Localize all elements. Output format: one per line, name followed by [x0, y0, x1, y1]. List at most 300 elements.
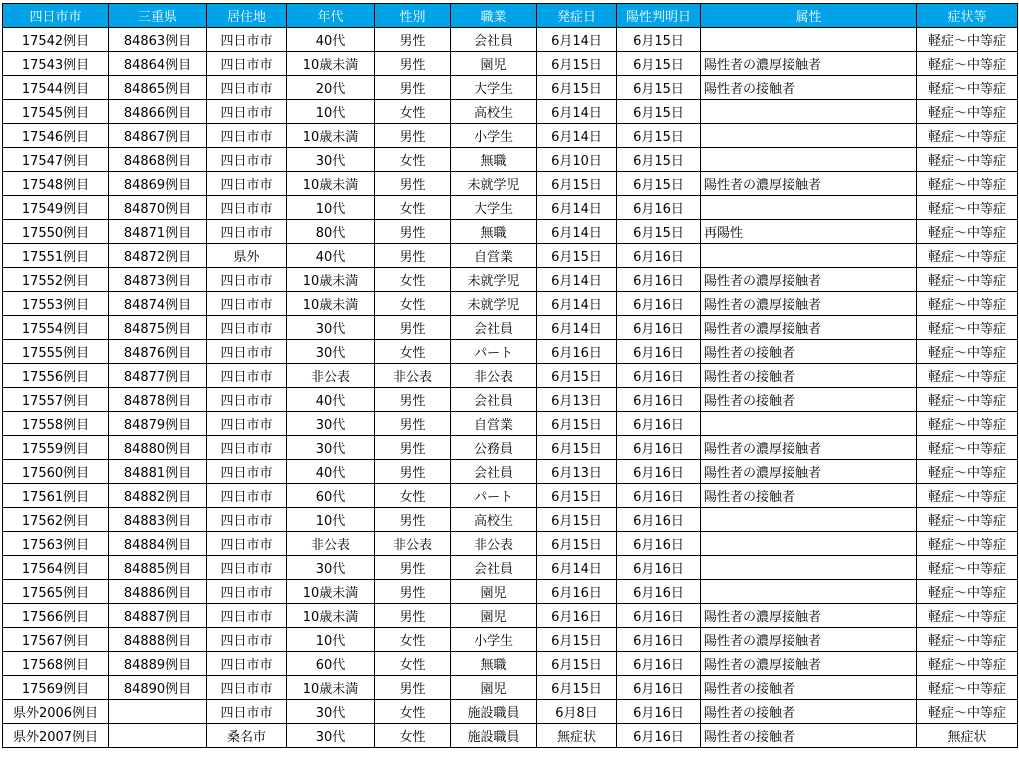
- cell-onset-date: 6月14日: [537, 292, 617, 316]
- cell-sex: 女性: [375, 724, 451, 748]
- cell-yokkaichi-case: 17563例目: [3, 532, 109, 556]
- cell-attribute: [701, 100, 917, 124]
- cell-mie-case: [109, 700, 207, 724]
- cell-onset-date: 6月15日: [537, 172, 617, 196]
- cell-yokkaichi-case: 17550例目: [3, 220, 109, 244]
- cell-yokkaichi-case: 17558例目: [3, 412, 109, 436]
- cell-attribute: [701, 124, 917, 148]
- cell-symptoms: 軽症～中等症: [917, 244, 1018, 268]
- cell-sex: 男性: [375, 244, 451, 268]
- cell-occupation: 大学生: [451, 76, 537, 100]
- header-onset-date: 発症日: [537, 4, 617, 28]
- table-row: [3, 532, 1018, 556]
- cell-occupation: 大学生: [451, 196, 537, 220]
- cell-residence: 四日市市: [207, 148, 287, 172]
- cell-mie-case: 84882例目: [109, 484, 207, 508]
- cell-onset-date: 6月14日: [537, 100, 617, 124]
- cell-occupation: 自営業: [451, 244, 537, 268]
- cell-symptoms: 軽症～中等症: [917, 580, 1018, 604]
- cell-onset-date: 6月15日: [537, 364, 617, 388]
- table-row: [3, 460, 1018, 484]
- cell-occupation: 未就学児: [451, 292, 537, 316]
- cell-symptoms: 軽症～中等症: [917, 316, 1018, 340]
- cell-onset-date: 6月15日: [537, 676, 617, 700]
- header-yokkaichi-case: 四日市市: [3, 4, 109, 28]
- cell-symptoms: 軽症～中等症: [917, 364, 1018, 388]
- cell-mie-case: 84886例目: [109, 580, 207, 604]
- cell-positive-date: 6月16日: [617, 268, 701, 292]
- cell-yokkaichi-case: 17545例目: [3, 100, 109, 124]
- cell-occupation: パート: [451, 340, 537, 364]
- cell-symptoms: 軽症～中等症: [917, 292, 1018, 316]
- cell-attribute: [701, 532, 917, 556]
- cell-mie-case: 84865例目: [109, 76, 207, 100]
- cell-residence: 四日市市: [207, 172, 287, 196]
- cell-onset-date: 6月15日: [537, 76, 617, 100]
- cell-age: 30代: [287, 700, 375, 724]
- cell-onset-date: 6月15日: [537, 484, 617, 508]
- cell-mie-case: 84883例目: [109, 508, 207, 532]
- cell-yokkaichi-case: 17551例目: [3, 244, 109, 268]
- cell-occupation: 未就学児: [451, 268, 537, 292]
- cell-sex: 男性: [375, 316, 451, 340]
- cell-residence: 四日市市: [207, 196, 287, 220]
- cell-occupation: 園児: [451, 52, 537, 76]
- cell-age: 40代: [287, 388, 375, 412]
- cell-positive-date: 6月16日: [617, 604, 701, 628]
- cell-residence: 四日市市: [207, 388, 287, 412]
- cell-mie-case: 84880例目: [109, 436, 207, 460]
- cell-age: 40代: [287, 460, 375, 484]
- cell-positive-date: 6月15日: [617, 100, 701, 124]
- cell-occupation: 無職: [451, 148, 537, 172]
- cell-yokkaichi-case: 17554例目: [3, 316, 109, 340]
- cell-age: 30代: [287, 316, 375, 340]
- cell-residence: 四日市市: [207, 364, 287, 388]
- cell-onset-date: 6月14日: [537, 124, 617, 148]
- cell-attribute: [701, 28, 917, 52]
- header-attribute: 属性: [701, 4, 917, 28]
- cell-yokkaichi-case: 17569例目: [3, 676, 109, 700]
- cell-sex: 女性: [375, 268, 451, 292]
- cell-sex: 男性: [375, 388, 451, 412]
- cell-positive-date: 6月16日: [617, 628, 701, 652]
- cell-sex: 男性: [375, 460, 451, 484]
- cell-attribute: 陽性者の濃厚接触者: [701, 316, 917, 340]
- cell-attribute: 陽性者の濃厚接触者: [701, 268, 917, 292]
- table-row: [3, 244, 1018, 268]
- cell-mie-case: 84872例目: [109, 244, 207, 268]
- cell-mie-case: 84878例目: [109, 388, 207, 412]
- cell-onset-date: 6月13日: [537, 460, 617, 484]
- cell-attribute: 陽性者の濃厚接触者: [701, 652, 917, 676]
- table-row: [3, 556, 1018, 580]
- cell-sex: 男性: [375, 52, 451, 76]
- cell-onset-date: 6月15日: [537, 628, 617, 652]
- cell-yokkaichi-case: 17547例目: [3, 148, 109, 172]
- cell-yokkaichi-case: 17562例目: [3, 508, 109, 532]
- cell-attribute: 陽性者の濃厚接触者: [701, 52, 917, 76]
- cell-residence: 四日市市: [207, 676, 287, 700]
- cell-age: 10歳未満: [287, 124, 375, 148]
- cell-onset-date: 6月16日: [537, 340, 617, 364]
- cell-onset-date: 6月14日: [537, 28, 617, 52]
- cell-positive-date: 6月16日: [617, 508, 701, 532]
- cell-symptoms: 軽症～中等症: [917, 28, 1018, 52]
- cell-attribute: [701, 148, 917, 172]
- cell-onset-date: 6月14日: [537, 220, 617, 244]
- cell-yokkaichi-case: 17557例目: [3, 388, 109, 412]
- table-row: [3, 316, 1018, 340]
- table-row: [3, 268, 1018, 292]
- cell-symptoms: 軽症～中等症: [917, 100, 1018, 124]
- cell-age: 60代: [287, 484, 375, 508]
- cell-attribute: 陽性者の接触者: [701, 724, 917, 748]
- cell-mie-case: 84869例目: [109, 172, 207, 196]
- cell-occupation: 会社員: [451, 28, 537, 52]
- cell-age: 10代: [287, 196, 375, 220]
- cell-positive-date: 6月15日: [617, 124, 701, 148]
- cell-age: 非公表: [287, 364, 375, 388]
- cell-mie-case: 84863例目: [109, 28, 207, 52]
- cell-onset-date: 6月16日: [537, 604, 617, 628]
- cell-positive-date: 6月15日: [617, 76, 701, 100]
- cell-positive-date: 6月16日: [617, 484, 701, 508]
- cell-residence: 四日市市: [207, 220, 287, 244]
- cell-mie-case: 84866例目: [109, 100, 207, 124]
- cell-sex: 男性: [375, 604, 451, 628]
- cell-mie-case: 84867例目: [109, 124, 207, 148]
- cell-yokkaichi-case: 17544例目: [3, 76, 109, 100]
- cell-attribute: 陽性者の濃厚接触者: [701, 436, 917, 460]
- cell-occupation: 施設職員: [451, 700, 537, 724]
- cell-sex: 男性: [375, 580, 451, 604]
- cell-onset-date: 6月14日: [537, 268, 617, 292]
- table-row: [3, 364, 1018, 388]
- cell-attribute: [701, 508, 917, 532]
- cell-yokkaichi-case: 17542例目: [3, 28, 109, 52]
- cell-symptoms: 軽症～中等症: [917, 124, 1018, 148]
- cell-attribute: [701, 244, 917, 268]
- cell-occupation: 会社員: [451, 388, 537, 412]
- cell-residence: 四日市市: [207, 52, 287, 76]
- cell-age: 80代: [287, 220, 375, 244]
- cell-sex: 男性: [375, 676, 451, 700]
- header-symptoms: 症状等: [917, 4, 1018, 28]
- cell-onset-date: 6月8日: [537, 700, 617, 724]
- cell-occupation: 園児: [451, 580, 537, 604]
- cell-age: 40代: [287, 28, 375, 52]
- cell-yokkaichi-case: 17561例目: [3, 484, 109, 508]
- cell-age: 30代: [287, 436, 375, 460]
- cell-residence: 四日市市: [207, 508, 287, 532]
- cell-residence: 四日市市: [207, 652, 287, 676]
- cell-symptoms: 軽症～中等症: [917, 148, 1018, 172]
- cell-occupation: 小学生: [451, 628, 537, 652]
- cell-positive-date: 6月16日: [617, 196, 701, 220]
- cell-yokkaichi-case: 県外2006例目: [3, 700, 109, 724]
- cell-residence: 四日市市: [207, 268, 287, 292]
- cell-attribute: [701, 580, 917, 604]
- table-row: [3, 604, 1018, 628]
- cell-mie-case: 84888例目: [109, 628, 207, 652]
- cell-attribute: 陽性者の接触者: [701, 340, 917, 364]
- cell-positive-date: 6月16日: [617, 316, 701, 340]
- cell-mie-case: 84881例目: [109, 460, 207, 484]
- cell-symptoms: 軽症～中等症: [917, 340, 1018, 364]
- cell-yokkaichi-case: 17560例目: [3, 460, 109, 484]
- cell-residence: 四日市市: [207, 76, 287, 100]
- cell-symptoms: 軽症～中等症: [917, 652, 1018, 676]
- cell-residence: 四日市市: [207, 700, 287, 724]
- cell-sex: 非公表: [375, 532, 451, 556]
- cell-yokkaichi-case: 17556例目: [3, 364, 109, 388]
- cell-positive-date: 6月15日: [617, 220, 701, 244]
- cell-age: 10歳未満: [287, 292, 375, 316]
- header-residence: 居住地: [207, 4, 287, 28]
- cell-mie-case: [109, 724, 207, 748]
- cell-positive-date: 6月16日: [617, 652, 701, 676]
- cell-residence: 四日市市: [207, 604, 287, 628]
- cell-occupation: 無職: [451, 652, 537, 676]
- cell-sex: 女性: [375, 100, 451, 124]
- cell-onset-date: 6月15日: [537, 244, 617, 268]
- header-mie-case: 三重県: [109, 4, 207, 28]
- cell-age: 10歳未満: [287, 676, 375, 700]
- cell-symptoms: 軽症～中等症: [917, 628, 1018, 652]
- cell-age: 30代: [287, 148, 375, 172]
- cell-residence: 四日市市: [207, 436, 287, 460]
- table-row: [3, 100, 1018, 124]
- cell-residence: 四日市市: [207, 100, 287, 124]
- table-row: [3, 724, 1018, 748]
- cell-symptoms: 無症状: [917, 724, 1018, 748]
- table-row: [3, 508, 1018, 532]
- cell-onset-date: 6月15日: [537, 52, 617, 76]
- table-row: [3, 412, 1018, 436]
- cell-yokkaichi-case: 17543例目: [3, 52, 109, 76]
- table-row: [3, 196, 1018, 220]
- cell-sex: 男性: [375, 124, 451, 148]
- cell-positive-date: 6月16日: [617, 340, 701, 364]
- cell-mie-case: 84864例目: [109, 52, 207, 76]
- cell-residence: 四日市市: [207, 484, 287, 508]
- cell-mie-case: 84868例目: [109, 148, 207, 172]
- cell-yokkaichi-case: 17546例目: [3, 124, 109, 148]
- cell-residence: 四日市市: [207, 124, 287, 148]
- cell-residence: 四日市市: [207, 460, 287, 484]
- cell-sex: 男性: [375, 556, 451, 580]
- cases-table: [2, 3, 1018, 748]
- cell-occupation: 園児: [451, 676, 537, 700]
- cell-occupation: パート: [451, 484, 537, 508]
- table-row: [3, 580, 1018, 604]
- cell-sex: 女性: [375, 340, 451, 364]
- cell-occupation: 非公表: [451, 364, 537, 388]
- cell-age: 10歳未満: [287, 52, 375, 76]
- cell-symptoms: 軽症～中等症: [917, 388, 1018, 412]
- table-body: [3, 28, 1018, 748]
- cell-symptoms: 軽症～中等症: [917, 460, 1018, 484]
- cell-mie-case: 84890例目: [109, 676, 207, 700]
- cell-age: 10歳未満: [287, 604, 375, 628]
- cell-positive-date: 6月16日: [617, 436, 701, 460]
- cell-occupation: 園児: [451, 604, 537, 628]
- cell-occupation: 非公表: [451, 532, 537, 556]
- cell-sex: 男性: [375, 220, 451, 244]
- cell-attribute: 陽性者の濃厚接触者: [701, 172, 917, 196]
- cell-attribute: 陽性者の接触者: [701, 388, 917, 412]
- cell-onset-date: 6月15日: [537, 412, 617, 436]
- cell-mie-case: 84877例目: [109, 364, 207, 388]
- cell-age: 30代: [287, 724, 375, 748]
- cell-sex: 男性: [375, 412, 451, 436]
- cell-residence: 四日市市: [207, 28, 287, 52]
- cell-occupation: 小学生: [451, 124, 537, 148]
- cell-positive-date: 6月16日: [617, 676, 701, 700]
- cell-age: 10代: [287, 100, 375, 124]
- cell-attribute: 陽性者の接触者: [701, 700, 917, 724]
- cell-onset-date: 6月15日: [537, 508, 617, 532]
- cell-mie-case: 84879例目: [109, 412, 207, 436]
- cell-sex: 女性: [375, 292, 451, 316]
- cell-positive-date: 6月15日: [617, 52, 701, 76]
- cell-mie-case: 84870例目: [109, 196, 207, 220]
- cell-positive-date: 6月16日: [617, 364, 701, 388]
- cell-occupation: 高校生: [451, 508, 537, 532]
- cell-occupation: 公務員: [451, 436, 537, 460]
- cell-positive-date: 6月15日: [617, 28, 701, 52]
- cell-attribute: 再陽性: [701, 220, 917, 244]
- cell-attribute: 陽性者の濃厚接触者: [701, 460, 917, 484]
- table-row: [3, 484, 1018, 508]
- cell-positive-date: 6月16日: [617, 292, 701, 316]
- cell-positive-date: 6月16日: [617, 244, 701, 268]
- cell-mie-case: 84889例目: [109, 652, 207, 676]
- cell-residence: 四日市市: [207, 532, 287, 556]
- cell-yokkaichi-case: 17568例目: [3, 652, 109, 676]
- header-positive-date: 陽性判明日: [617, 4, 701, 28]
- cell-residence: 桑名市: [207, 724, 287, 748]
- cell-residence: 四日市市: [207, 412, 287, 436]
- cell-yokkaichi-case: 17552例目: [3, 268, 109, 292]
- cell-attribute: 陽性者の濃厚接触者: [701, 292, 917, 316]
- cell-attribute: 陽性者の接触者: [701, 676, 917, 700]
- cell-residence: 県外: [207, 244, 287, 268]
- header-sex: 性別: [375, 4, 451, 28]
- cell-symptoms: 軽症～中等症: [917, 76, 1018, 100]
- cell-attribute: 陽性者の濃厚接触者: [701, 604, 917, 628]
- table-row: [3, 220, 1018, 244]
- cell-sex: 女性: [375, 196, 451, 220]
- cell-sex: 男性: [375, 172, 451, 196]
- cell-occupation: 無職: [451, 220, 537, 244]
- cell-mie-case: 84871例目: [109, 220, 207, 244]
- cell-attribute: 陽性者の濃厚接触者: [701, 628, 917, 652]
- cell-residence: 四日市市: [207, 556, 287, 580]
- cell-sex: 女性: [375, 628, 451, 652]
- cell-onset-date: 6月14日: [537, 316, 617, 340]
- cell-mie-case: 84875例目: [109, 316, 207, 340]
- table-row: [3, 652, 1018, 676]
- cell-symptoms: 軽症～中等症: [917, 268, 1018, 292]
- cell-mie-case: 84885例目: [109, 556, 207, 580]
- table-row: [3, 628, 1018, 652]
- cell-onset-date: 6月13日: [537, 388, 617, 412]
- cell-yokkaichi-case: 17566例目: [3, 604, 109, 628]
- cell-yokkaichi-case: 17567例目: [3, 628, 109, 652]
- cell-onset-date: 6月15日: [537, 436, 617, 460]
- cell-yokkaichi-case: 17564例目: [3, 556, 109, 580]
- cell-onset-date: 6月15日: [537, 532, 617, 556]
- cell-sex: 女性: [375, 484, 451, 508]
- cell-yokkaichi-case: 県外2007例目: [3, 724, 109, 748]
- cell-onset-date: 6月16日: [537, 580, 617, 604]
- cell-age: 60代: [287, 652, 375, 676]
- header-age: 年代: [287, 4, 375, 28]
- cell-symptoms: 軽症～中等症: [917, 436, 1018, 460]
- table-row: [3, 148, 1018, 172]
- cell-mie-case: 84873例目: [109, 268, 207, 292]
- cell-positive-date: 6月16日: [617, 700, 701, 724]
- cell-attribute: 陽性者の接触者: [701, 76, 917, 100]
- cell-mie-case: 84884例目: [109, 532, 207, 556]
- cell-sex: 男性: [375, 508, 451, 532]
- cell-yokkaichi-case: 17549例目: [3, 196, 109, 220]
- cell-yokkaichi-case: 17555例目: [3, 340, 109, 364]
- cell-symptoms: 軽症～中等症: [917, 484, 1018, 508]
- cell-attribute: 陽性者の接触者: [701, 484, 917, 508]
- cell-mie-case: 84887例目: [109, 604, 207, 628]
- cell-positive-date: 6月16日: [617, 388, 701, 412]
- cell-age: 30代: [287, 556, 375, 580]
- cell-attribute: 陽性者の接触者: [701, 364, 917, 388]
- cell-occupation: 高校生: [451, 100, 537, 124]
- cell-mie-case: 84876例目: [109, 340, 207, 364]
- cell-symptoms: 軽症～中等症: [917, 52, 1018, 76]
- cell-residence: 四日市市: [207, 340, 287, 364]
- cell-symptoms: 軽症～中等症: [917, 220, 1018, 244]
- cell-symptoms: 軽症～中等症: [917, 700, 1018, 724]
- cell-age: 30代: [287, 412, 375, 436]
- cell-occupation: 会社員: [451, 556, 537, 580]
- cell-symptoms: 軽症～中等症: [917, 556, 1018, 580]
- cell-symptoms: 軽症～中等症: [917, 412, 1018, 436]
- cell-sex: 男性: [375, 28, 451, 52]
- cell-symptoms: 軽症～中等症: [917, 676, 1018, 700]
- header-occupation: 職業: [451, 4, 537, 28]
- cell-symptoms: 軽症～中等症: [917, 532, 1018, 556]
- cell-age: 10代: [287, 508, 375, 532]
- header-row: [3, 4, 1018, 28]
- cell-positive-date: 6月16日: [617, 460, 701, 484]
- cell-yokkaichi-case: 17565例目: [3, 580, 109, 604]
- cell-onset-date: 6月10日: [537, 148, 617, 172]
- cell-age: 10歳未満: [287, 268, 375, 292]
- cell-sex: 女性: [375, 652, 451, 676]
- cell-sex: 非公表: [375, 364, 451, 388]
- cell-onset-date: 6月14日: [537, 196, 617, 220]
- cell-positive-date: 6月15日: [617, 172, 701, 196]
- cell-positive-date: 6月16日: [617, 556, 701, 580]
- table-row: [3, 388, 1018, 412]
- cell-positive-date: 6月15日: [617, 148, 701, 172]
- cell-sex: 男性: [375, 436, 451, 460]
- cell-age: 20代: [287, 76, 375, 100]
- table-row: [3, 76, 1018, 100]
- cell-occupation: 未就学児: [451, 172, 537, 196]
- cell-sex: 女性: [375, 148, 451, 172]
